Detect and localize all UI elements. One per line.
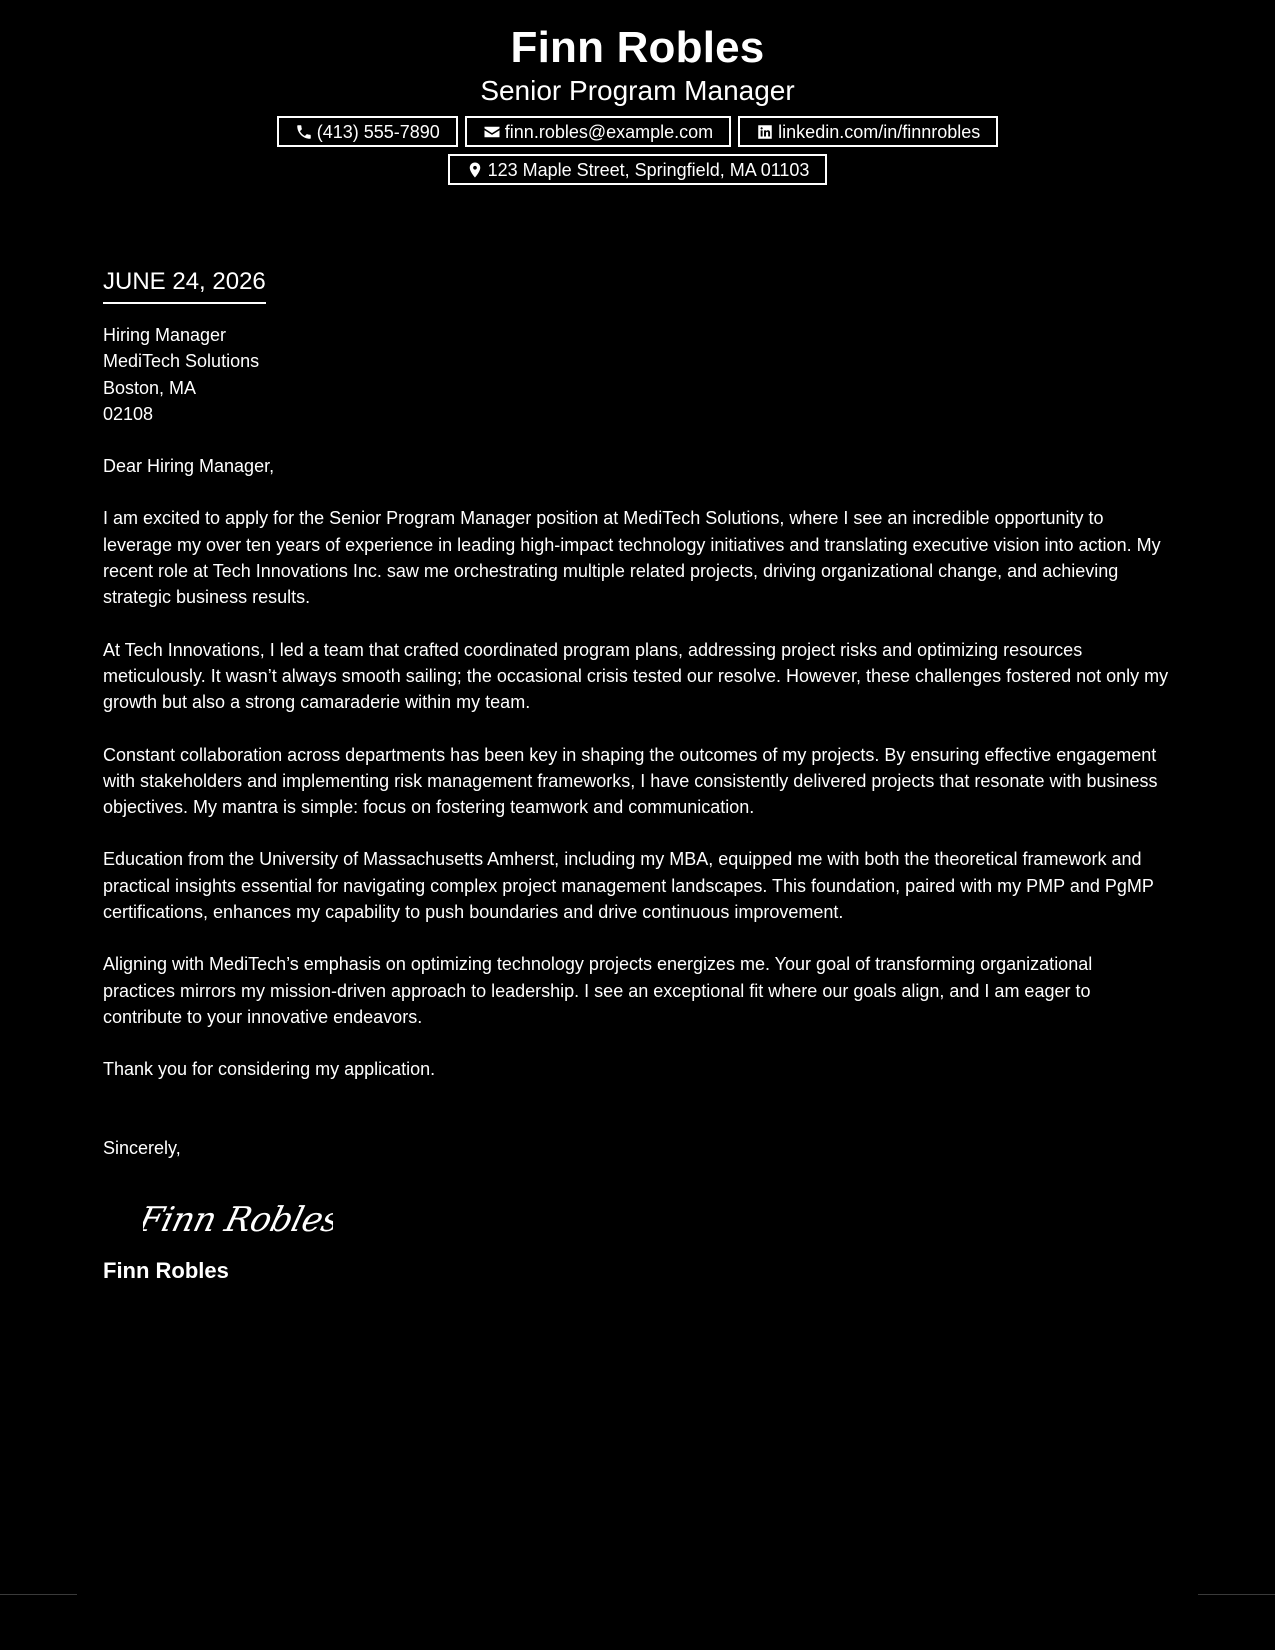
paragraph-education: Education from the University of Massachusetts Amherst, including my MBA, equipped me with both the theoretical framework and practical insights essential for navigating complex project management landscapes. This foundation, paired with my PMP and PgMP certifications, enhances my capability to push boundaries and drive continuous improvement. <box>103 849 1154 923</box>
signature-image <box>143 1189 333 1249</box>
recipient-company: MediTech Solutions <box>103 351 260 372</box>
paragraph-collaboration: Constant collaboration across departments has been key in shaping the outcomes of my projects. By ensuring effective engagement with stakeholders and implementing risk management frameworks, I have consistently delivered projects that resonate with business objectives. My mantra is simple: focus on fostering teamwork and communication. <box>103 744 1158 818</box>
recipient-block <box>103 322 1169 427</box>
email-chip[interactable] <box>465 116 731 147</box>
paragraph-intro: I am excited to apply for the Senior Program Manager position at MediTech Solutions, where I see an incredible opportunity to leverage my over ten years of experience in leading high-impact technology initiatives and translating executive vision into action. My recent role at Tech Innovations Inc. saw me orchestrating multiple related projects, driving organizational change, and achieving strategic business results. <box>103 508 1161 608</box>
corner-rule-left <box>0 1594 77 1595</box>
signer-name: Finn Robles <box>103 1257 229 1283</box>
handwritten-signature <box>143 1189 333 1249</box>
recipient-city: Boston, MA <box>103 377 197 398</box>
applicant-name: Finn Robles <box>510 23 765 72</box>
address-chip[interactable] <box>448 154 828 185</box>
salutation: Dear Hiring Manager, <box>103 456 275 477</box>
signature-text: Finn Robles <box>143 1200 333 1240</box>
contact-row-secondary <box>0 154 1275 185</box>
paragraph-alignment: Aligning with MediTech’s emphasis on optimizing technology projects energizes me. Your goal of transforming organizational practices mirrors my mission-driven approach to leadership. I see an exceptional fit where our goals align, and I am eager to contribute to your innovative endeavors. <box>103 954 1093 1027</box>
email-text: finn.robles@example.com <box>504 121 714 142</box>
letter-body <box>103 266 1169 1285</box>
contact-row-primary <box>0 116 1275 147</box>
applicant-title: Senior Program Manager <box>480 75 795 106</box>
letter-date: JUNE 24, 2026 <box>103 266 266 304</box>
letter-header <box>0 22 1275 185</box>
phone-chip[interactable] <box>277 116 458 147</box>
map-pin-icon <box>466 161 484 179</box>
address-text: 123 Maple Street, Springfield, MA 01103 <box>487 159 810 180</box>
phone-icon <box>295 123 313 141</box>
corner-rule-right <box>1198 1594 1275 1595</box>
phone-text: (413) 555-7890 <box>316 121 440 142</box>
linkedin-icon <box>756 123 774 141</box>
linkedin-text: linkedin.com/in/finnrobles <box>778 121 981 142</box>
envelope-icon <box>483 123 501 141</box>
recipient-zip: 02108 <box>103 403 154 424</box>
paragraph-experience: At Tech Innovations, I led a team that crafted coordinated program plans, addressing project risks and optimizing resources meticulously. It wasn’t always smooth sailing; the occasional crisis tested our resolve. However, these challenges fostered not only my growth but also a strong camaraderie within my team. <box>103 639 1169 713</box>
paragraph-thanks: Thank you for considering my application. <box>103 1059 436 1080</box>
closing: Sincerely, <box>103 1137 181 1158</box>
linkedin-chip[interactable] <box>738 116 998 147</box>
recipient-title: Hiring Manager <box>103 325 227 345</box>
